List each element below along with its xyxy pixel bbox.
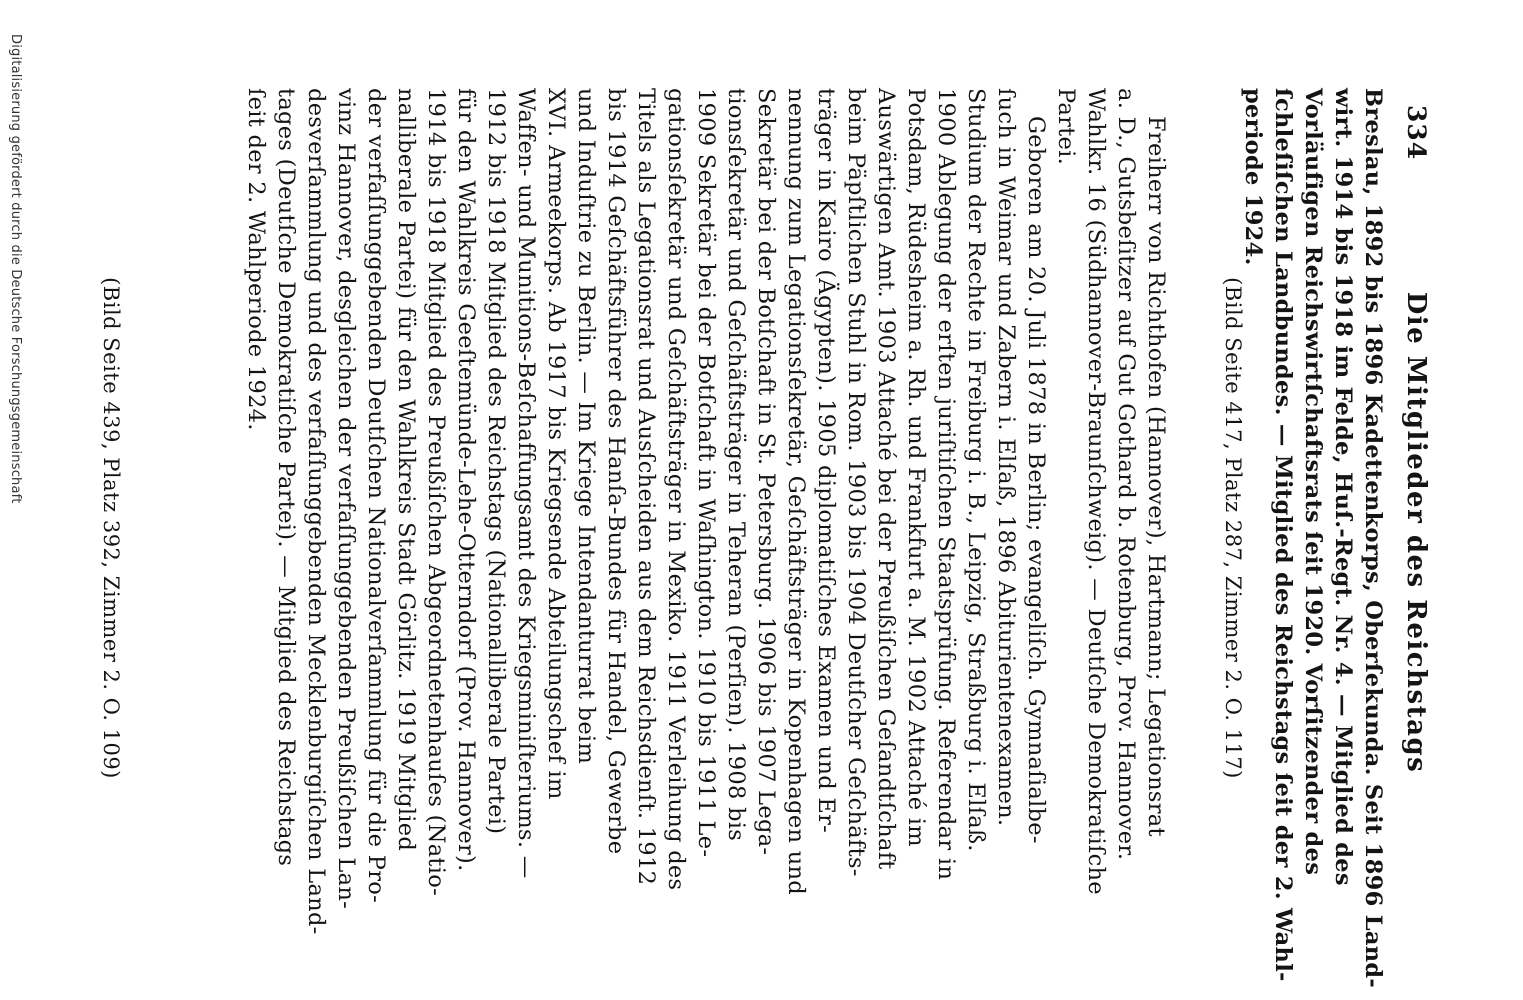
text-line: Titels als Legationsrat und Ausſcheiden aus dem Reichsdienſt. 1912 xyxy=(633,88,659,886)
text-line: der verfaſſunggebenden Deutſchen Nationalverſammlung für die Pro- xyxy=(363,88,389,903)
entry-continuation xyxy=(1238,88,1388,989)
text-line: Partei. xyxy=(1053,88,1079,166)
text-line: träger in Kairo (Ägypten). 1905 diplomatiſches Examen und Er- xyxy=(813,88,839,834)
text-line: beim Päpſtlichen Stuhl in Rom. 1903 bis 1904 Deutſcher Geſchäfts- xyxy=(843,88,869,877)
running-title: Die Mitglieder des Reichstags xyxy=(1401,291,1431,774)
text-line: Waffen- und Munitions-Beſchaffungsamt des Kriegsminiſteriums. — xyxy=(513,88,539,879)
page-header xyxy=(1391,105,1431,960)
text-line: Wahlkr. 16 (Südhannover-Braunſchweig). — Deutſche Demokratiſche xyxy=(1083,88,1109,895)
text-line: 1914 bis 1918 Mitglied des Preußiſchen Abgeordnetenhauſes (Natio- xyxy=(423,88,449,897)
photo-reference: (Bild Seite 439, Platz 392, Zimmer 2. O. 109) xyxy=(99,277,123,779)
page-number: 334 xyxy=(1402,105,1431,161)
text-line: ſeit der 2. Wahlperiode 1924. xyxy=(243,88,269,431)
text-line: 1912 bis 1918 Mitglied des Reichstags (Nationalliberale Partei) xyxy=(483,88,509,835)
text-line: tages (Deutſche Demokratiſche Partei). — Mitglied des Reichstags xyxy=(273,88,299,867)
member-entry xyxy=(241,88,1171,968)
text-line: Potsdam, Rüdesheim a. Rh. und Frankfurt a. M. 1902 Attaché im xyxy=(903,88,929,847)
text-line: XVI. Armeekorps. Ab 1917 bis Kriegsende Abteilungschef im xyxy=(543,88,569,800)
text-line: nalliberale Partei) für den Wahlkreis Stadt Görlitz. 1919 Mitglied xyxy=(393,88,419,852)
text-line: Geboren am 20. Juli 1878 in Berlin; evangeliſch. Gymnaſialbe- xyxy=(1023,116,1049,844)
text-line: wirt. 1914 bis 1918 im Felde, Huſ.-Regt. Nr. 4. — Mitglied des xyxy=(1330,88,1356,886)
photo-reference: (Bild Seite 417, Platz 287, Zimmer 2. O. 117) xyxy=(1221,277,1245,779)
text-line: desverſammlung und des verfaſſunggebenden Mecklenburgiſchen Land- xyxy=(303,88,329,935)
text-line: Breslau, 1892 bis 1896 Kadettenkorps, Oberſekunda. Seit 1896 Land- xyxy=(1360,88,1386,989)
text-line: Sekretär bei der Botſchaft in St. Petersburg. 1906 bis 1907 Lega- xyxy=(753,88,779,856)
text-line: vinz Hannover, desgleichen der verfaſſunggebenden Preußiſchen Lan- xyxy=(333,88,359,910)
text-line: ſchleſiſchen Landbundes. — Mitglied des Reichstags ſeit der 2. Wahl- xyxy=(1270,88,1296,982)
text-line: a. D., Gutsbeſitzer auf Gut Gothard b. Rotenburg, Prov. Hannover. xyxy=(1113,88,1139,861)
text-line: nennung zum Legationsſekretär, Geſchäftsträger in Kopenhagen und xyxy=(783,88,809,895)
text-line: bis 1914 Geſchäftsführer des Hanſa-Bundes für Handel, Gewerbe xyxy=(603,88,629,855)
text-line: Auswärtigen Amt. 1903 Attaché bei der Preußiſchen Geſandtſchaft xyxy=(873,88,899,870)
text-line: 1900 Ablegung der erſten juriſtiſchen Staatsprüfung. Referendar in xyxy=(933,88,959,881)
credit-text: Digitalisierung gefördert durch die Deutsche Forschungsgemeinschaft xyxy=(8,34,23,504)
text-line: für den Wahlkreis Geeſtemünde-Lehe-Otterndorf (Prov. Hannover). xyxy=(453,88,479,872)
text-line: 1909 Sekretär bei der Botſchaft in Waſhington. 1910 bis 1911 Le- xyxy=(693,88,719,858)
entry-heading-line: Freiherr von Richthofen (Hannover), Hartmann; Legationsrat xyxy=(1143,116,1169,837)
text-line: Vorläufigen Reichswirtſchaftsrats ſeit 1920. Vorſitzender des xyxy=(1300,88,1326,876)
text-line: tionsſekretär und Geſchäftsträger in Teheran (Perſien). 1908 bis xyxy=(723,88,749,842)
text-line: periode 1924. xyxy=(1240,88,1266,266)
text-line: Studium der Rechte in Freiburg i. B., Leipzig, Straßburg i. Elſaß. xyxy=(963,88,989,852)
text-line: und Induſtrie zu Berlin. — Im Kriege Intendanturrat beim xyxy=(573,88,599,765)
text-line: ſuch in Weimar und Zabern i. Elſaß, 1896 Abiturientenexamen. xyxy=(993,88,1019,827)
text-line: gationsſekretär und Geſchäftsträger in Mexiko. 1911 Verleihung des xyxy=(663,88,689,891)
